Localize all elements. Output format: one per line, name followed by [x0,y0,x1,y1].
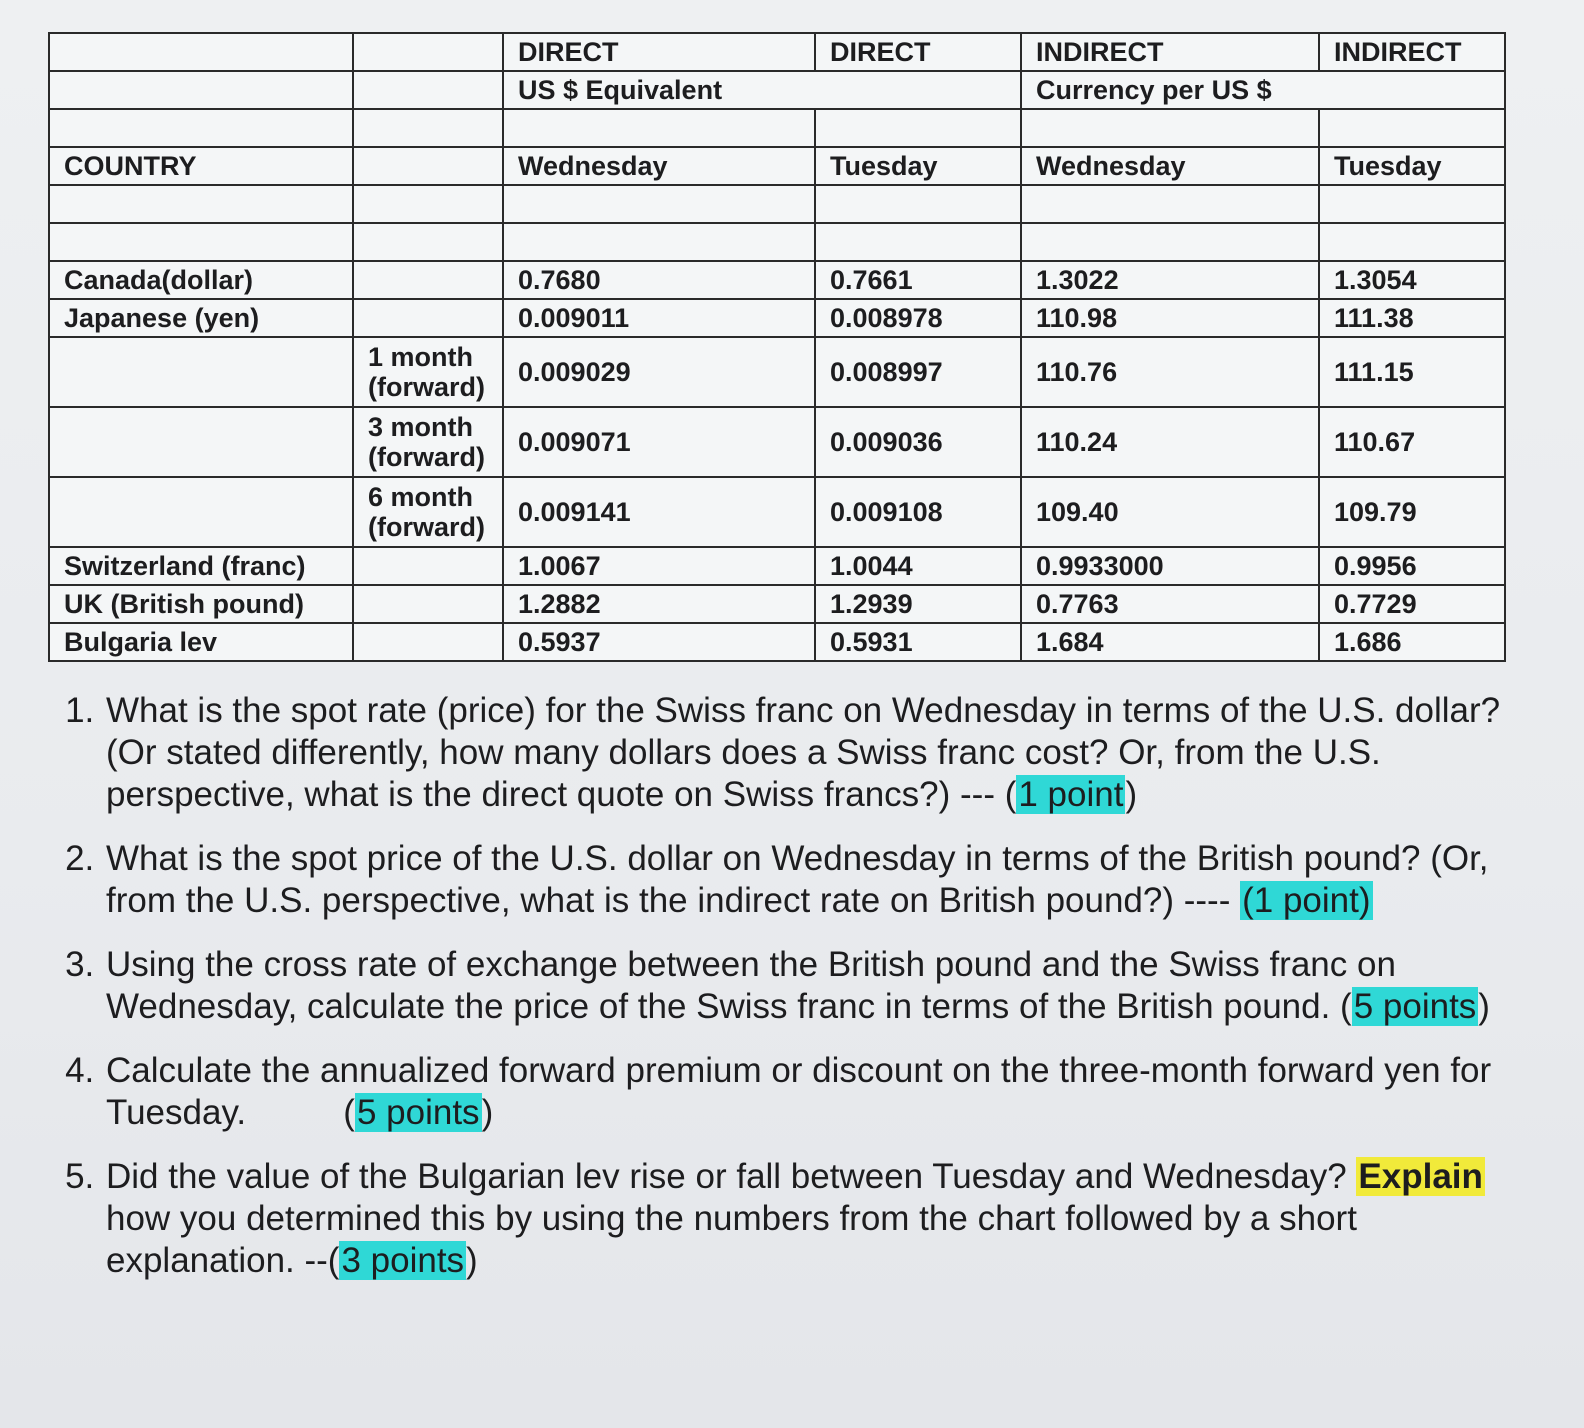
spacer-row [49,109,1505,147]
country-cell [49,337,353,407]
direct-wednesday-cell: 0.009071 [503,407,815,477]
header-direct-1: DIRECT [503,33,815,71]
country-cell: UK (British pound) [49,585,353,623]
indirect-wednesday-cell: 0.7763 [1021,585,1319,623]
indirect-wednesday-cell: 110.24 [1021,407,1319,477]
points-highlight: (1 point) [1242,881,1371,920]
table-row [49,407,1505,477]
direct-tuesday-cell: 0.009108 [815,477,1021,547]
indirect-wednesday-cell: 1.3022 [1021,261,1319,299]
direct-wednesday-cell: 0.009029 [503,337,815,407]
header-row-type [49,33,1505,71]
term-cell: 3 month (forward) [353,407,503,477]
header-indirect-1: INDIRECT [1021,33,1319,71]
country-cell: Canada(dollar) [49,261,353,299]
indirect-tuesday-cell: 1.3054 [1319,261,1505,299]
direct-wednesday-cell: 0.009011 [503,299,815,337]
table-row [49,547,1505,585]
direct-tuesday-cell: 0.008978 [815,299,1021,337]
indirect-tuesday-cell: 110.67 [1319,407,1505,477]
indirect-tuesday-cell: 111.15 [1319,337,1505,407]
table-row [49,337,1505,407]
points-highlight: 5 points [1353,987,1477,1026]
exchange-rate-table [48,32,1506,662]
table-row [49,261,1505,299]
points-highlight: 5 points [356,1093,480,1132]
term-cell [353,261,503,299]
indirect-tuesday-cell: 1.686 [1319,623,1505,661]
header-wednesday-indirect: Wednesday [1021,147,1319,185]
explain-highlight: Explain [1358,1157,1483,1196]
indirect-wednesday-cell: 109.40 [1021,477,1319,547]
header-indirect-2: INDIRECT [1319,33,1505,71]
direct-wednesday-cell: 1.2882 [503,585,815,623]
header-direct-2: DIRECT [815,33,1021,71]
table-row [49,585,1505,623]
indirect-tuesday-cell: 0.7729 [1319,585,1505,623]
direct-tuesday-cell: 0.5931 [815,623,1021,661]
header-currency-per-usd: Currency per US $ [1021,71,1505,109]
header-row-days [49,147,1505,185]
direct-tuesday-cell: 0.008997 [815,337,1021,407]
table-row [49,299,1505,337]
term-cell [353,547,503,585]
direct-tuesday-cell: 0.7661 [815,261,1021,299]
indirect-tuesday-cell: 111.38 [1319,299,1505,337]
question-3: 3. Using the cross rate of exchange between the British pound and the Swiss franc on Wednesday, calculate the price of the Swiss franc in terms of the British pound. (5 points) [104,944,1504,1028]
header-row-units [49,71,1505,109]
country-cell [49,477,353,547]
country-cell [49,407,353,477]
term-cell [353,585,503,623]
question-5: 5. Did the value of the Bulgarian lev rise or fall between Tuesday and Wednesday? Explain how you determined this by using the numbers from the chart followed by a short explanation. --(3 points) [104,1156,1504,1282]
direct-wednesday-cell: 0.009141 [503,477,815,547]
spacer-row [49,223,1505,261]
points-highlight: 1 point [1018,775,1124,814]
spacer-row [49,185,1505,223]
term-cell: 6 month (forward) [353,477,503,547]
direct-wednesday-cell: 0.7680 [503,261,815,299]
direct-tuesday-cell: 1.0044 [815,547,1021,585]
header-tuesday-direct: Tuesday [815,147,1021,185]
question-2: 2. What is the spot price of the U.S. dollar on Wednesday in terms of the British pound? (Or, from the U.S. perspective, what is the indirect rate on British pound?) ---- (1 point) [104,838,1504,922]
question-list [48,690,1504,1304]
country-cell: Japanese (yen) [49,299,353,337]
direct-tuesday-cell: 1.2939 [815,585,1021,623]
indirect-wednesday-cell: 110.76 [1021,337,1319,407]
direct-tuesday-cell: 0.009036 [815,407,1021,477]
indirect-tuesday-cell: 0.9956 [1319,547,1505,585]
header-wednesday-direct: Wednesday [503,147,815,185]
points-highlight: 3 points [341,1241,465,1280]
country-cell: Bulgaria lev [49,623,353,661]
header-tuesday-indirect: Tuesday [1319,147,1505,185]
indirect-wednesday-cell: 110.98 [1021,299,1319,337]
indirect-tuesday-cell: 109.79 [1319,477,1505,547]
term-cell [353,623,503,661]
term-cell [353,299,503,337]
indirect-wednesday-cell: 1.684 [1021,623,1319,661]
table-row [49,477,1505,547]
question-4: 4. Calculate the annualized forward premium or discount on the three-month forward yen for Tuesday. (5 points) [104,1050,1504,1134]
direct-wednesday-cell: 1.0067 [503,547,815,585]
term-cell: 1 month (forward) [353,337,503,407]
indirect-wednesday-cell: 0.9933000 [1021,547,1319,585]
country-cell: Switzerland (franc) [49,547,353,585]
direct-wednesday-cell: 0.5937 [503,623,815,661]
header-usd-equivalent: US $ Equivalent [503,71,1021,109]
question-1: 1. What is the spot rate (price) for the Swiss franc on Wednesday in terms of the U.S. dollar? (Or stated differently, how many dollars does a Swiss franc cost? Or, from the U.S. perspective, what is the direct quote on Swiss francs?) --- (1 point) [104,690,1504,816]
table-row [49,623,1505,661]
header-country: COUNTRY [49,147,353,185]
